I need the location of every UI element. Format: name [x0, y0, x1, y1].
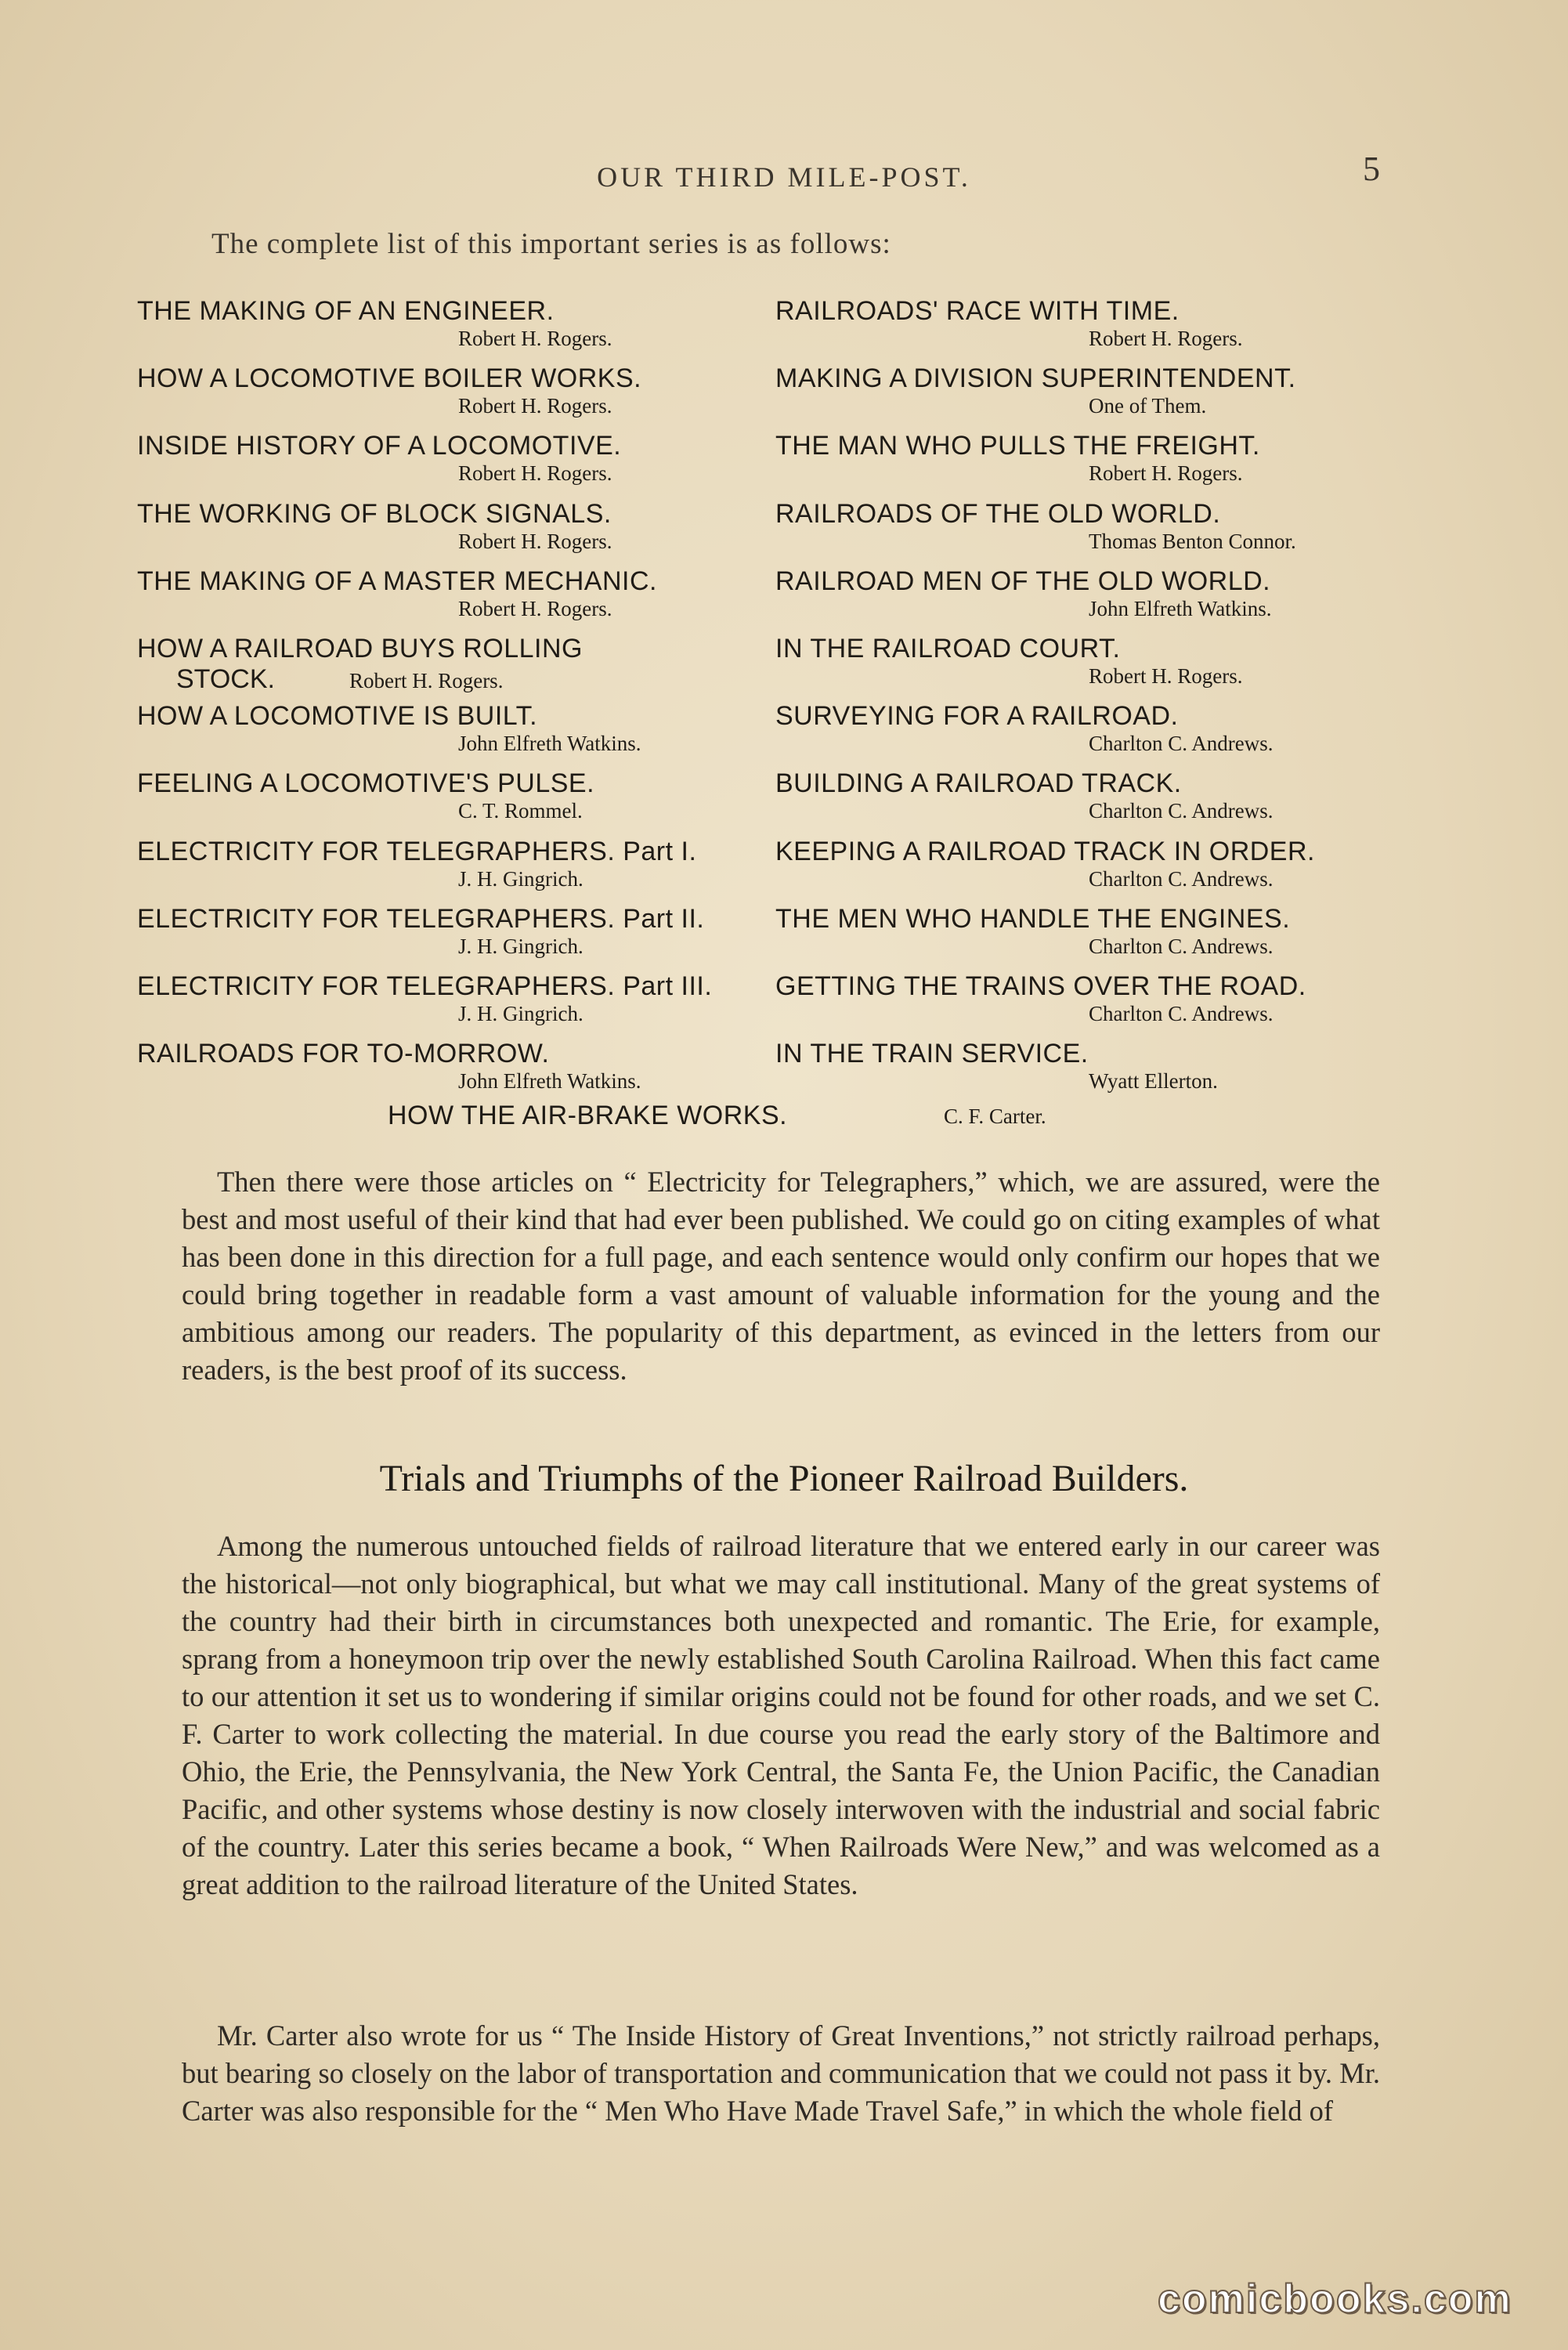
series-title: THE MEN WHO HANDLE THE ENGINES. — [775, 903, 1291, 934]
series-title: BUILDING A RAILROAD TRACK. — [775, 768, 1182, 799]
series-entry — [775, 768, 1386, 836]
series-title: HOW A RAILROAD BUYS ROLLING — [137, 633, 583, 663]
page-number: 5 — [1363, 150, 1380, 188]
series-entry — [137, 363, 764, 431]
series-title: IN THE TRAIN SERVICE. — [775, 1039, 1089, 1069]
series-entry — [775, 566, 1386, 634]
series-author: Robert H. Rogers. — [458, 461, 612, 486]
series-title-continuation: STOCK. — [176, 663, 275, 694]
series-author: Robert H. Rogers. — [349, 668, 504, 692]
series-author: Robert H. Rogers. — [458, 596, 612, 620]
series-author: John Elfreth Watkins. — [1089, 596, 1272, 620]
series-author: John Elfreth Watkins. — [458, 732, 641, 756]
series-entry — [775, 904, 1386, 971]
series-column-left — [137, 296, 764, 1106]
series-title: RAILROADS OF THE OLD WORLD. — [775, 498, 1221, 529]
body-paragraph: Among the numerous untouched fields of railroad literature that we entered early in our career was the historical—not only biographical, but what we may call institutional. Many of the great systems of the country had their birth in circumstances both unexpected and romantic. The Erie, for example, sprang from a honeymoon trip over the newly established South Carolina Railroad. When this fact came to our attention it set us to wondering if similar origins could not be found for other roads, and we set C. F. Carter to work collecting the material. In due course you read the early story of the Baltimore and Ohio, the Erie, the Pennsylvania, the New York Central, the Santa Fe, the Union Pacific, the Canadian Pacific, and other systems whose destiny is now closely interwoven with the industrial and social fabric of the country. Later this series became a book, “ When Railroads Were New,” and was welcomed as a great addition to the railroad literature of the United States. — [182, 1530, 1380, 1900]
series-entry — [137, 768, 764, 836]
series-title: THE MAKING OF A MASTER MECHANIC. — [137, 566, 657, 596]
series-intro: The complete list of this important series is as follows: — [211, 228, 891, 260]
series-author: Charlton C. Andrews. — [1089, 934, 1274, 958]
series-author: One of Them. — [1089, 394, 1207, 418]
series-title: MAKING A DIVISION SUPERINTENDENT. — [775, 363, 1296, 394]
series-title: HOW A LOCOMOTIVE IS BUILT. — [137, 701, 538, 732]
series-title: INSIDE HISTORY OF A LOCOMOTIVE. — [137, 431, 622, 461]
series-column-right — [775, 296, 1386, 1106]
series-author: Charlton C. Andrews. — [1089, 1001, 1274, 1025]
series-title: THE MAN WHO PULLS THE FREIGHT. — [775, 431, 1260, 461]
series-author: John Elfreth Watkins. — [458, 1069, 641, 1094]
section-heading: Trials and Triumphs of the Pioneer Railroad Builders. — [379, 1458, 1189, 1499]
series-title: RAILROADS' RACE WITH TIME. — [775, 296, 1180, 326]
body-paragraph: Then there were those articles on “ Electricity for Telegraphers,” which, we are assured, were the best and most useful of their kind that had ever been published. We could go on citing examples of what has been done in this direction for a full page, and each sentence would only confirm our hopes that we could bring together in readable form a vast amount of valuable information for the young and the ambitious among our readers. The popularity of this department, as evinced in the letters from our readers, is the best proof of its success. — [182, 1166, 1380, 1386]
series-author: Robert H. Rogers. — [1089, 663, 1243, 688]
series-author: Charlton C. Andrews. — [1089, 866, 1274, 891]
series-title: GETTING THE TRAINS OVER THE ROAD. — [775, 971, 1306, 1001]
series-entry — [137, 971, 764, 1039]
series-author: J. H. Gingrich. — [458, 934, 583, 958]
running-head: OUR THIRD MILE-POST. — [597, 161, 971, 193]
series-title: ELECTRICITY FOR TELEGRAPHERS. Part II. — [137, 903, 705, 934]
series-author-line — [137, 664, 764, 695]
series-entry — [775, 431, 1386, 498]
series-author: Charlton C. Andrews. — [1089, 799, 1274, 823]
watermark: comicbooks.com — [1158, 2276, 1512, 2322]
series-title: SURVEYING FOR A RAILROAD. — [775, 701, 1179, 732]
series-final-title: HOW THE AIR-BRAKE WORKS. — [388, 1101, 788, 1130]
series-title: FEELING A LOCOMOTIVE'S PULSE. — [137, 768, 595, 799]
series-entry — [137, 634, 764, 701]
series-entry — [137, 499, 764, 566]
series-entry — [775, 837, 1386, 904]
body-paragraph: Mr. Carter also wrote for us “ The Inside History of Great Inventions,” not strictly railroad perhaps, but bearing so closely on the labor of transportation and communication that we could not pass it by. Mr. Carter was also responsible for the “ Men Who Have Made Travel Safe,” in which the whole field of — [182, 2019, 1380, 2127]
series-title: HOW A LOCOMOTIVE BOILER WORKS. — [137, 363, 642, 394]
series-title: KEEPING A RAILROAD TRACK IN ORDER. — [775, 836, 1315, 866]
series-entry — [775, 1039, 1386, 1106]
series-author: C. T. Rommel. — [458, 799, 583, 823]
series-final-author: C. F. Carter. — [944, 1104, 1046, 1128]
series-author: Wyatt Ellerton. — [1089, 1069, 1218, 1094]
series-entry — [137, 904, 764, 971]
series-entry — [775, 634, 1386, 701]
series-author: Robert H. Rogers. — [458, 327, 612, 350]
series-title: RAILROAD MEN OF THE OLD WORLD. — [775, 566, 1271, 596]
series-author: Robert H. Rogers. — [458, 394, 612, 418]
series-author: Robert H. Rogers. — [1089, 461, 1243, 486]
series-title: RAILROADS FOR TO-MORROW. — [137, 1039, 550, 1069]
series-entry — [775, 363, 1386, 431]
series-title: THE WORKING OF BLOCK SIGNALS. — [137, 498, 612, 529]
series-author: J. H. Gingrich. — [458, 1001, 583, 1025]
series-entry — [775, 971, 1386, 1039]
series-author: Charlton C. Andrews. — [1089, 732, 1274, 756]
series-entry — [137, 701, 764, 768]
series-title: ELECTRICITY FOR TELEGRAPHERS. Part III. — [137, 971, 713, 1001]
series-author: J. H. Gingrich. — [458, 866, 583, 891]
series-author: Thomas Benton Connor. — [1089, 529, 1296, 553]
series-entry — [137, 1039, 764, 1106]
series-entry — [137, 837, 764, 904]
series-author: Robert H. Rogers. — [1089, 327, 1243, 350]
series-entry — [137, 566, 764, 634]
series-title: IN THE RAILROAD COURT. — [775, 633, 1121, 663]
series-author: Robert H. Rogers. — [458, 529, 612, 553]
series-entry — [137, 431, 764, 498]
series-title: ELECTRICITY FOR TELEGRAPHERS. Part I. — [137, 836, 697, 866]
series-entry — [775, 499, 1386, 566]
series-entry — [775, 296, 1386, 363]
series-entry — [137, 296, 764, 363]
series-entry — [775, 701, 1386, 768]
series-title: THE MAKING OF AN ENGINEER. — [137, 296, 555, 326]
